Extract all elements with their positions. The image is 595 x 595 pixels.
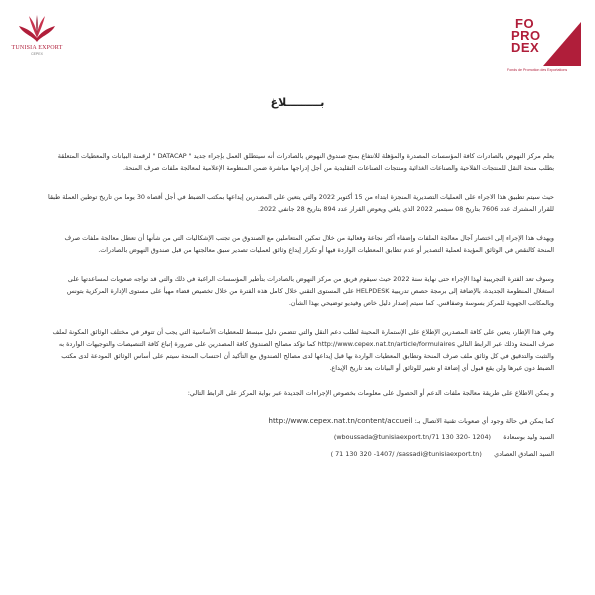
tunisia-export-emblem-icon xyxy=(17,14,57,44)
left-logo-sub: CEPEX xyxy=(31,52,43,56)
paragraph-objective: ويهدف هذا الإجراء إلى اختصار آجال معالجة الملفات وإضفاء أكثر نجاعة وفعالية من خلال تمكين المتعاملين مع الصندوق من تجنب الإشكاليات التي من شأنها أن تعطل معالجة ملفات صرف المنحة كالنقص في الوثائق المؤيدة لعملية التصدير أو عدم تطابق المعطيات الواردة فيها أو تكرار إيداع وثائق لعمليات تصدير سبق معالجتها من قبل صندوق النهوض بالصادرات. xyxy=(64,234,554,254)
logo-line-dex: DEX xyxy=(511,40,540,55)
right-logo-tagline: Fonds de Promotion des Exportations xyxy=(507,68,568,72)
foprodex-logo xyxy=(507,18,585,76)
logo-line-fo: FO xyxy=(515,16,535,31)
logo-line-pro: PRO xyxy=(511,28,541,43)
paragraph-form-guidance: وفي هذا الإطار، يتعين على كافة المصدرين الإطلاع على الإستمارة المحينة لطلب دعم النقل والتي تتضمن دليل مبسط للمعطيات الأساسية التي يجب أن تتوفر في مختلف الوثائق المكونة لملف صرف المنحة وذلك عبر الرابط التالي http://www.cepex.nat.tn/article/formulaires كما تؤكد مصالح الصندوق كافة المصدرين على ضرورة إتباع كافة التنصيصات والتوجيهات الواردة به والتثبت والتدقيق في كل وثائق ملف صرف المنحة وتطابق المعطيات الواردة بها قبل إيداعها لدى مصالح الصندوق مع التأكيد أن احتساب المنحة سيتم على أساس الوثائق المودعة لدى مكتب الضبط دون غيرها ولن يقع قبول أي إضافة او تغيير للوثائق أو البيانات بعد تاريخ الإيداع. xyxy=(52,328,554,372)
contacts-intro: كما يمكن في حالة وجود أي صعوبات تقنية الاتصال بـ: xyxy=(414,417,554,425)
contact-details-1[interactable]: (wboussada@tunisiaexport.tn/71 130 320- 1204) xyxy=(333,433,492,441)
paragraph-pilot-period: وسوف تعد الفترة التجريبية لهذا الإجراء حتى نهاية سنة 2022 حيث سيقوم فريق من مركز النهوض بالصادرات بتأطير المؤسسات الراغبة في ذلك والتي قد تواجه صعوبات لمساعدتها على استغلال المنظومة الجديدة، بالإضافة إلى برمجة حصص تدريبية HELPDESK على المستوى التقني خلال كامل هذه الفترة من خلال تخصيص فضاء مهيأ على مستوى الإدارة المركزية بتونس وبالمكاتب الجهوية للمركز بسوسة وصفاقس. كما سيتم إصدار دليل خاص وفيديو توضيحي بهذا الشأن. xyxy=(66,275,554,307)
tunisia-export-logo xyxy=(6,14,68,56)
paragraph-deadline: حيث سيتم تطبيق هذا الاجراء على العمليات التصديرية المنجزة ابتداء من 15 أكتوبر 2022 والتي يتعين على المصدرين إيداعها بمكتب الضبط في أجل أقصاه 30 يوما من تاريخ توطين العملة طبقا للقرار المشترك عدد 7606 بتاريخ 08 سبتمبر 2022 الذي يلغي ويعوض القرار عدد 894 بتاريخ 28 جانفي 2022. xyxy=(48,193,554,213)
page-title: بـــــــــلاغ xyxy=(270,96,325,109)
contact-name-2: السيد الصادق العصادي xyxy=(494,450,554,458)
foprodex-triangle-icon xyxy=(541,20,583,68)
contact-row-2 xyxy=(48,446,554,463)
contact-details-2[interactable]: ( 71 130 320 -1407/ /sassadi@tunisiaexport.tn) xyxy=(330,450,482,458)
paragraph-intro: يعلم مركز النهوض بالصادرات كافة المؤسسات المصدرة والمؤهلة للانتفاع بمنح صندوق النهوض بالصادرات أنه سيتطلق العمل بإجراء جديد " DATACAP " لرقمنة البيانات والمعطيات المتعلقة بطلب منحة النقل للمنتجات الفلاحية والصناعات الغذائية ومنتجات الصناعات التقليدية من أجل إدراجها مباشرة ضمن المنظومة الإعلامية لمعالجة ملفات صرف المنحة. xyxy=(57,152,554,172)
portal-link[interactable]: http://www.cepex.nat.tn/content/accueil xyxy=(268,416,413,425)
contact-row-1 xyxy=(48,429,554,446)
contacts-block xyxy=(48,412,554,463)
contacts-intro-row xyxy=(48,412,554,429)
paragraph-portal: و يمكن الاطلاع على طريقة معالجة ملفات الدعم أو الحصول على معلومات بخصوص الإجراءات الجديدة عبر بوابة المركز على الرابط التالي: xyxy=(187,389,554,397)
announcement-body xyxy=(48,150,554,463)
left-logo-name: TUNISIA EXPORT xyxy=(11,45,63,51)
contact-name-1: السيد وليد بوسعادة xyxy=(503,433,554,441)
